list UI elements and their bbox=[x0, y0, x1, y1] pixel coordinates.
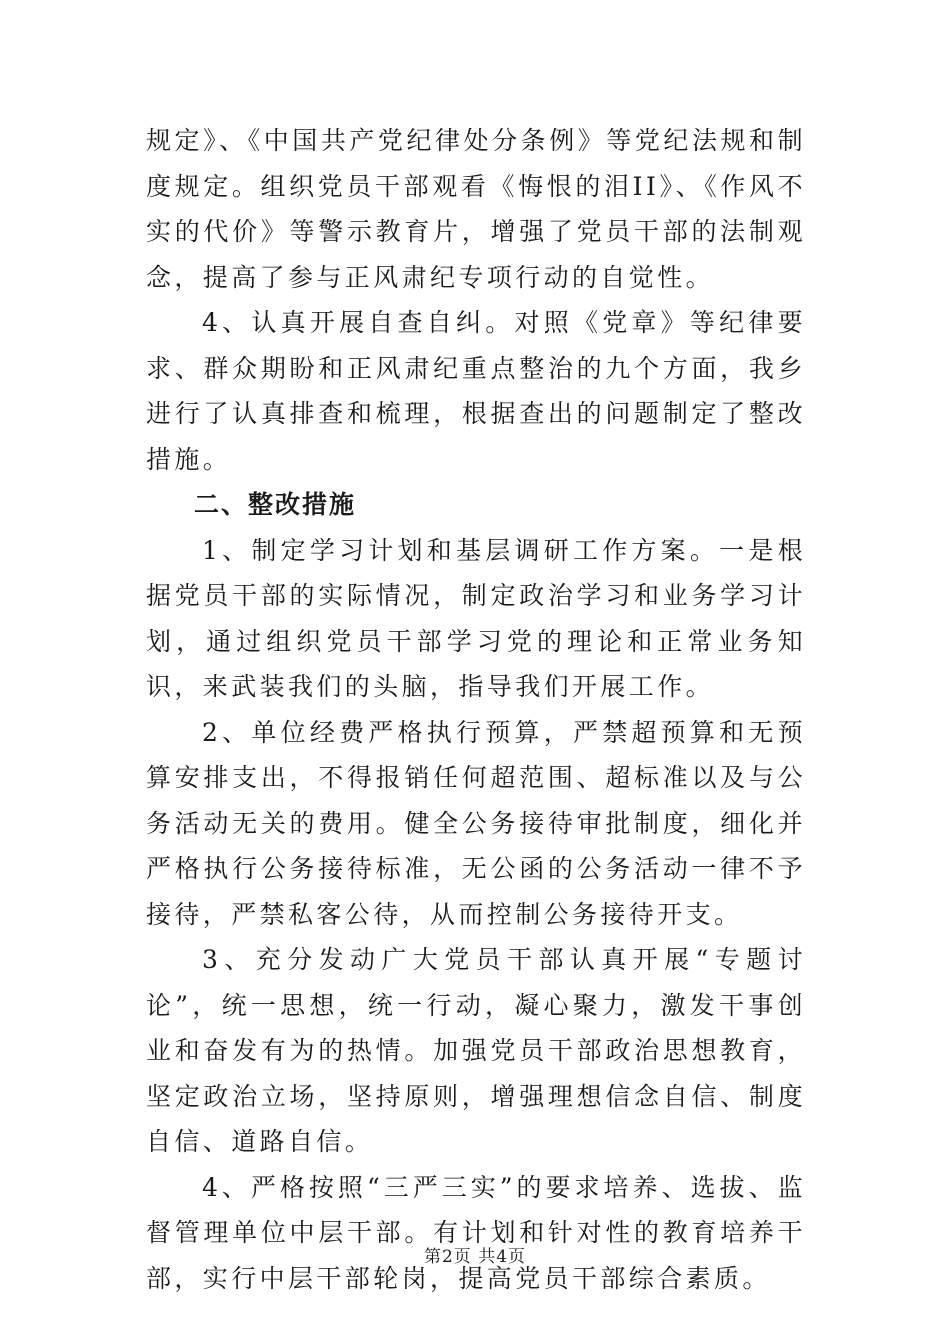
paragraph-study-plan: 1、制定学习计划和基层调研工作方案。一是根据党员干部的实际情况，制定政治学习和业务学习计划，通过组织党员干部学习党的理论和正常业务知识，来武装我们的头脑，指导我们开展工作。 bbox=[146, 535, 806, 701]
paragraph-discussion: 3、充分发动广大党员干部认真开展“专题讨论”，统一思想，统一行动，凝心聚力，激发干事创业和奋发有为的热情。加强党员干部政治思想教育，坚定政治立场，坚持原则，增强理想信念自信、制度自信、道路自信。 bbox=[146, 945, 806, 1156]
paragraph-self-inspection: 4、认真开展自查自纠。对照《党章》等纪律要求、群众期盼和正风肃纪重点整治的九个方面，我乡进行了认真排查和梳理，根据查出的问题制定了整改措施。 bbox=[146, 308, 806, 474]
paragraph-continuation: 规定》、《中国共产党纪律处分条例》等党纪法规和制度规定。组织党员干部观看《悔恨的泪II》、《作风不实的代价》等警示教育片，增强了党员干部的法制观念，提高了参与正风肃纪专项行动的自觉性。 bbox=[146, 126, 806, 292]
paragraph-cadre-management: 4、严格按照“三严三实”的要求培养、选拔、监督管理单位中层干部。有计划和针对性的教育培养干部，实行中层干部轮岗，提高党员干部综合素质。 bbox=[146, 1172, 806, 1293]
section-heading-rectification: 二、整改措施 bbox=[194, 490, 357, 519]
document-body bbox=[146, 118, 806, 1301]
page-number-footer: 第2页 共4页 bbox=[423, 1247, 527, 1267]
paragraph-budget: 2、单位经费严格执行预算，严禁超预算和无预算安排支出，不得报销任何超范围、超标准以及与公务活动无关的费用。健全公务接待审批制度，细化并严格执行公务接待标准，无公函的公务活动一律不予接待，严禁私客公待，从而控制公务接待开支。 bbox=[146, 717, 806, 929]
